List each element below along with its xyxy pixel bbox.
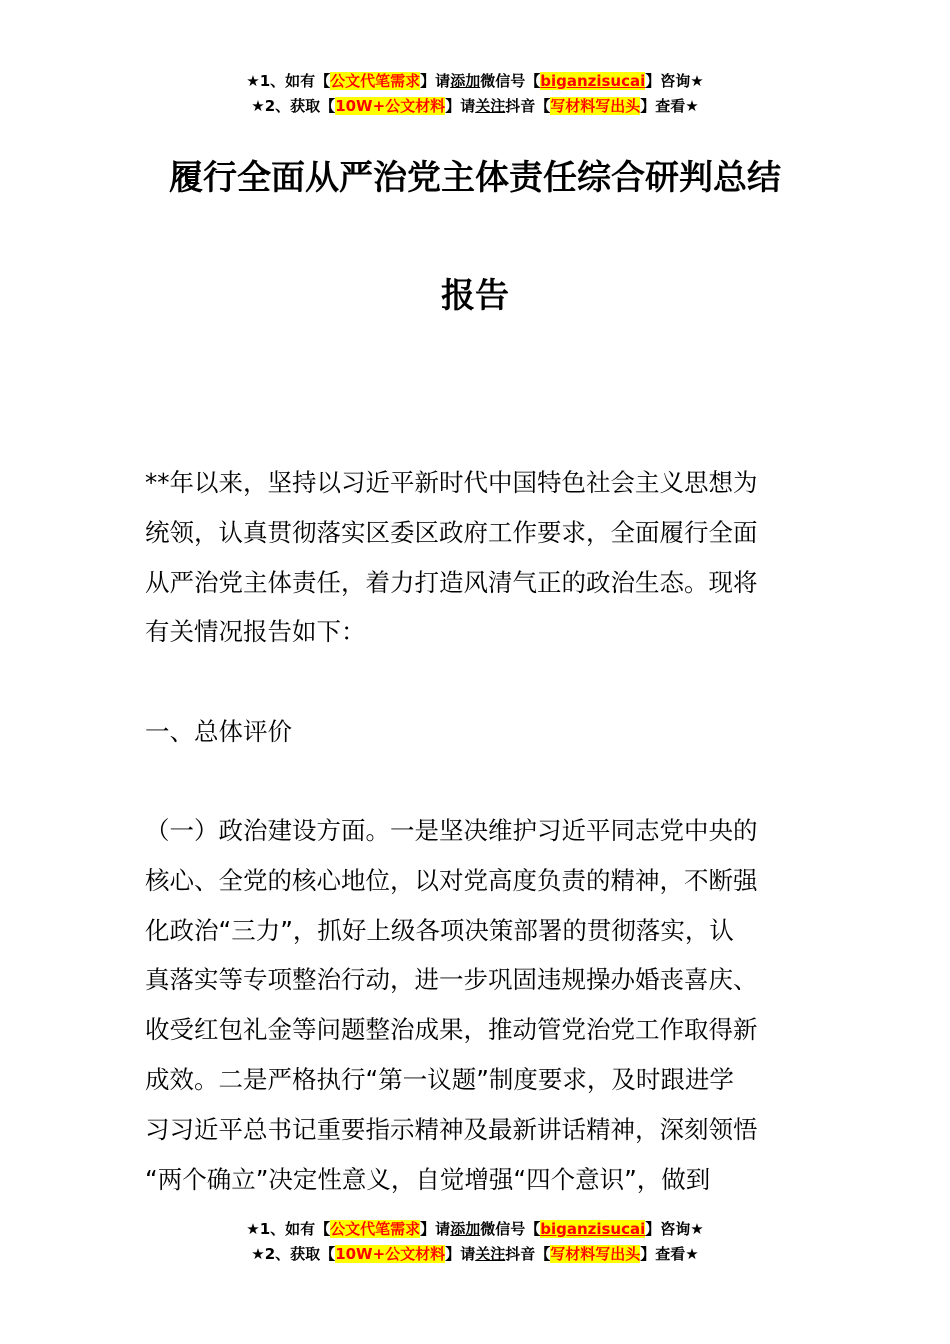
body-paragraph [145,806,810,1204]
banner-text: 微信号【 [480,72,541,90]
banner-text: ★2、获取【 [251,1245,336,1263]
banner-text: 】请 [445,97,476,115]
banner-text: ★1、如有【 [246,1220,331,1238]
text-line: 从严治党主体责任，着力打造风清气正的政治生态。现将 [145,567,758,597]
banner-underlined-text: 关注 [475,1245,506,1263]
banner-text: 】咨询★ [645,72,704,90]
banner-highlight: 写材料写出头 [550,1245,641,1263]
banner-underlined-text: 添加 [450,72,481,90]
banner-text: 】查看★ [640,97,699,115]
text-line: **年以来，坚持以习近平新时代中国特色社会主义思想为 [145,468,758,497]
banner-line-1 [0,69,950,94]
banner-text: 】请 [420,1220,451,1238]
banner-line-2 [0,94,950,119]
text-line: 统领，认真贯彻落实区委区政府工作要求，全面履行全面 [145,517,758,547]
banner-text: 微信号【 [480,1220,541,1238]
header-banner [0,69,950,119]
banner-text: ★1、如有【 [246,72,331,90]
banner-text: 抖音【 [505,1245,551,1263]
text-line: 真落实等专项整治行动，进一步巩固违规操办婚丧喜庆、 [145,965,758,995]
banner-text: ★2、获取【 [251,97,336,115]
text-line: 有关情况报告如下： [145,617,366,647]
text-line: 化政治“三力”，抓好上级各项决策部署的贯彻落实，认 [145,915,734,945]
banner-highlight: 10W+公文材料 [335,97,446,115]
banner-text: 】查看★ [640,1245,699,1263]
banner-text: 】咨询★ [645,1220,704,1238]
text-line: 习习近平总书记重要指示精神及最新讲话精神，深刻领悟 [145,1114,758,1144]
intro-paragraph [145,458,810,657]
text-line: 收受红包礼金等问题整治成果，推动管党治党工作取得新 [145,1015,758,1045]
text-line: （一）政治建设方面。一是坚决维护习近平同志党中央的 [145,816,758,845]
banner-line-2 [0,1242,950,1267]
banner-text: 抖音【 [505,97,551,115]
banner-text: 】请 [420,72,451,90]
text-line: 成效。二是严格执行“第一议题”制度要求，及时跟进学 [145,1064,734,1094]
banner-underlined-text: 添加 [450,1220,481,1238]
text-line: “两个确立”决定性意义，自觉增强“四个意识”，做到 [145,1164,711,1194]
document-title-line-1: 履行全面从严治党主体责任综合研判总结 [169,158,781,198]
text-line: 核心、全党的核心地位，以对党高度负责的精神，不断强 [145,865,758,895]
banner-highlight: biganzisucai [540,72,646,90]
banner-highlight: 写材料写出头 [550,97,641,115]
banner-underlined-text: 关注 [475,97,506,115]
footer-banner [0,1217,950,1267]
banner-highlight: 公文代笔需求 [330,1220,421,1238]
banner-line-1 [0,1217,950,1242]
document-title-line-2: 报告 [441,276,509,316]
section-heading: 一、总体评价 [145,717,292,746]
banner-highlight: biganzisucai [540,1220,646,1238]
banner-highlight: 公文代笔需求 [330,72,421,90]
banner-highlight: 10W+公文材料 [335,1245,446,1263]
banner-text: 】请 [445,1245,476,1263]
